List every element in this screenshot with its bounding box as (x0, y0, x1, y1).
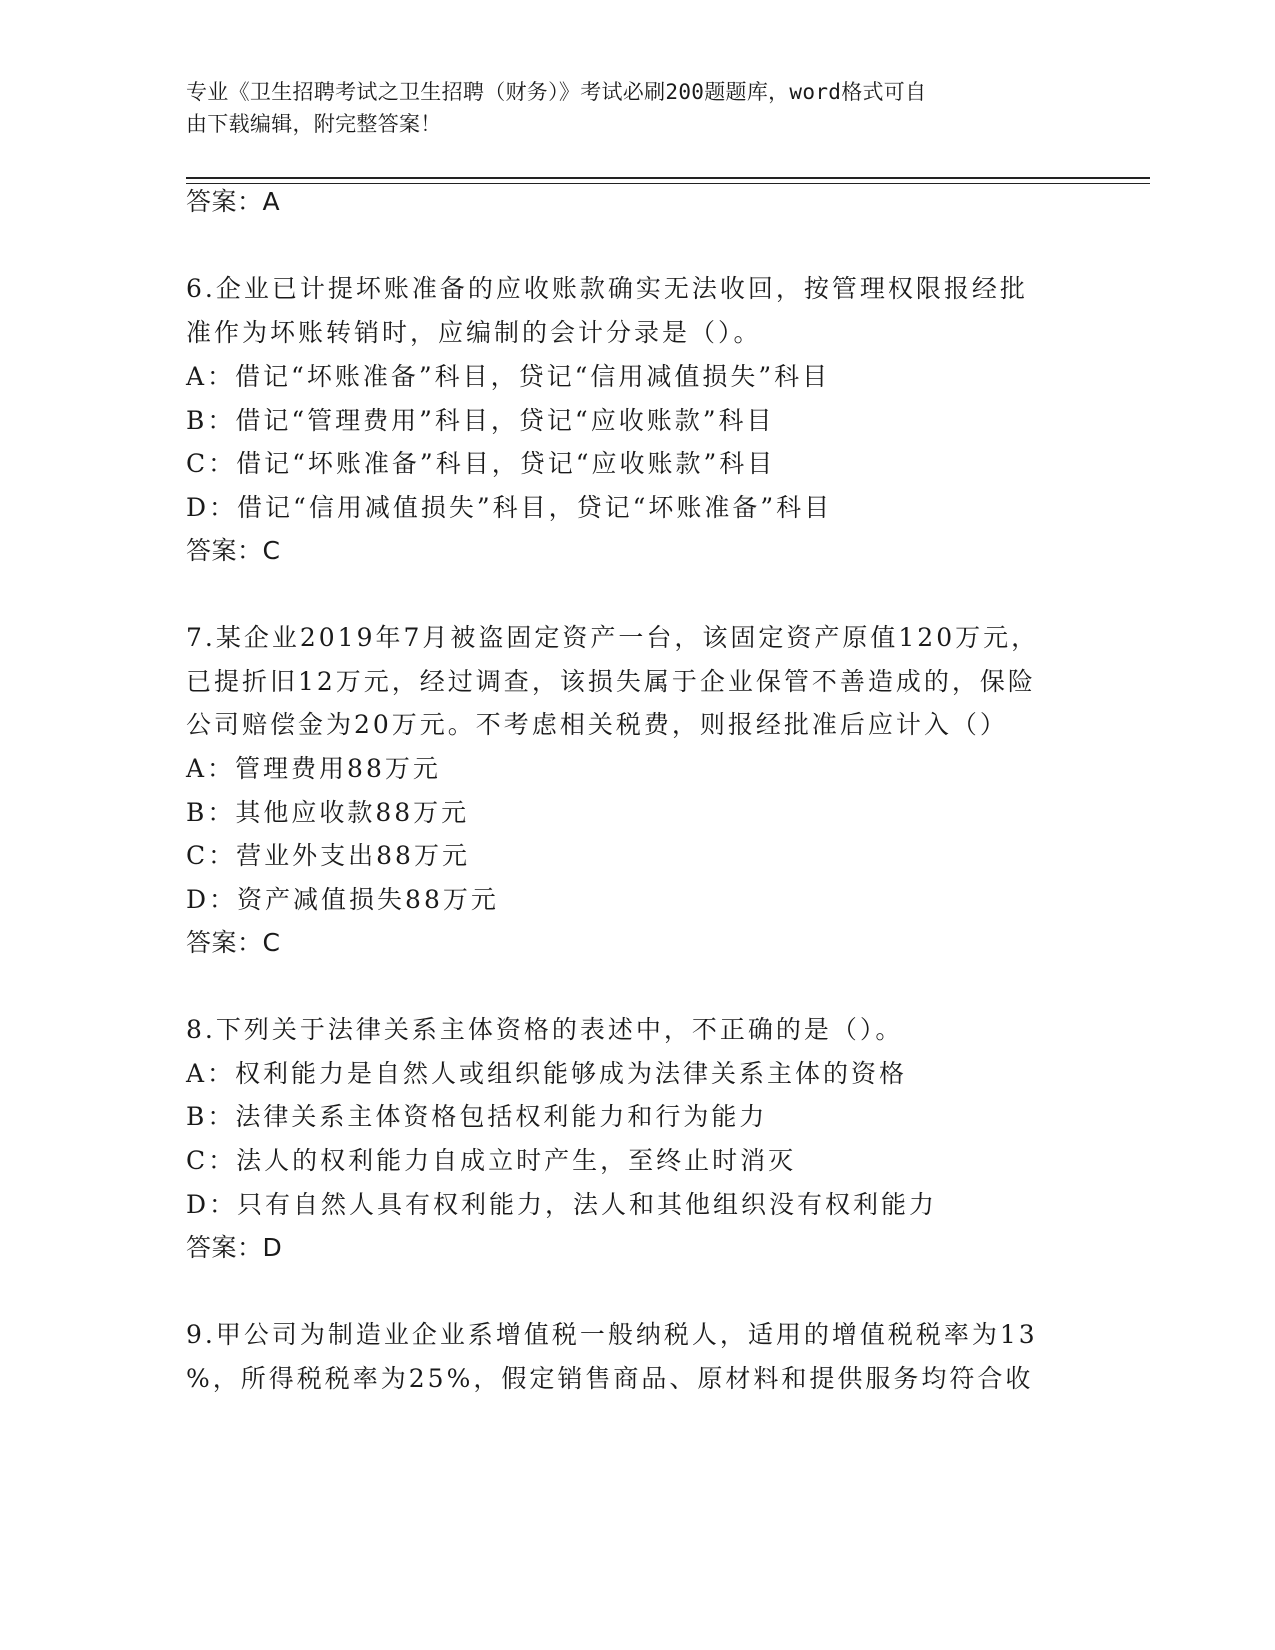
header-rule-thick (186, 177, 1150, 179)
q6-option-c: C：借记“坏账准备”科目，贷记“应收账款”科目 (186, 449, 776, 478)
q6-stem-line-1: 6.企业已计提坏账准备的应收账款确实无法收回，按管理权限报经批 (186, 274, 1028, 303)
q7-option-a: A：管理费用88万元 (186, 754, 441, 783)
q7-stem-line-3: 公司赔偿金为20万元。不考虑相关税费，则报经批准后应计入（） (186, 710, 1008, 739)
header-rule-thin (186, 183, 1150, 184)
q8-option-a: A：权利能力是自然人或组织能够成为法律关系主体的资格 (186, 1059, 908, 1088)
q9-stem-line-1: 9.甲公司为制造业企业系增值税一般纳税人，适用的增值税税率为13 (186, 1320, 1038, 1349)
q7-option-b: B：其他应收款88万元 (186, 798, 470, 827)
q6-stem-line-2: 准作为坏账转销时，应编制的会计分录是（）。 (186, 318, 762, 347)
q6-answer: 答案：C (186, 536, 281, 565)
q7-stem-line-2: 已提折旧12万元，经过调查，该损失属于企业保管不善造成的，保险 (186, 667, 1036, 696)
header-line-1: 专业《卫生招聘考试之卫生招聘（财务）》考试必刷200题题库，word格式可自 (186, 80, 927, 104)
q6-option-a: A：借记“坏账准备”科目，贷记“信用减值损失”科目 (186, 362, 831, 391)
header-line-2: 由下载编辑，附完整答案！ (186, 112, 442, 136)
q7-option-c: C：营业外支出88万元 (186, 841, 470, 870)
document-header (186, 76, 1066, 140)
q7-stem-line-1: 7.某企业2019年7月被盗固定资产一台，该固定资产原值120万元， (186, 623, 1040, 652)
q6-option-b: B：借记“管理费用”科目，贷记“应收账款”科目 (186, 406, 775, 435)
q7-option-d: D：资产减值损失88万元 (186, 885, 499, 914)
q9-stem-line-2: %，所得税税率为25%，假定销售商品、原材料和提供服务均符合收 (186, 1364, 1034, 1393)
q8-option-d: D：只有自然人具有权利能力，法人和其他组织没有权利能力 (186, 1190, 938, 1219)
q8-option-b: B：法律关系主体资格包括权利能力和行为能力 (186, 1102, 768, 1131)
previous-answer: 答案：A (186, 187, 281, 216)
q8-answer: 答案：D (186, 1233, 283, 1262)
q8-option-c: C：法人的权利能力自成立时产生，至终止时消灭 (186, 1146, 797, 1175)
q6-option-d: D：借记“信用减值损失”科目，贷记“坏账准备”科目 (186, 493, 833, 522)
q8-stem-line-1: 8.下列关于法律关系主体资格的表述中，不正确的是（）。 (186, 1015, 904, 1044)
q7-answer: 答案：C (186, 928, 281, 957)
